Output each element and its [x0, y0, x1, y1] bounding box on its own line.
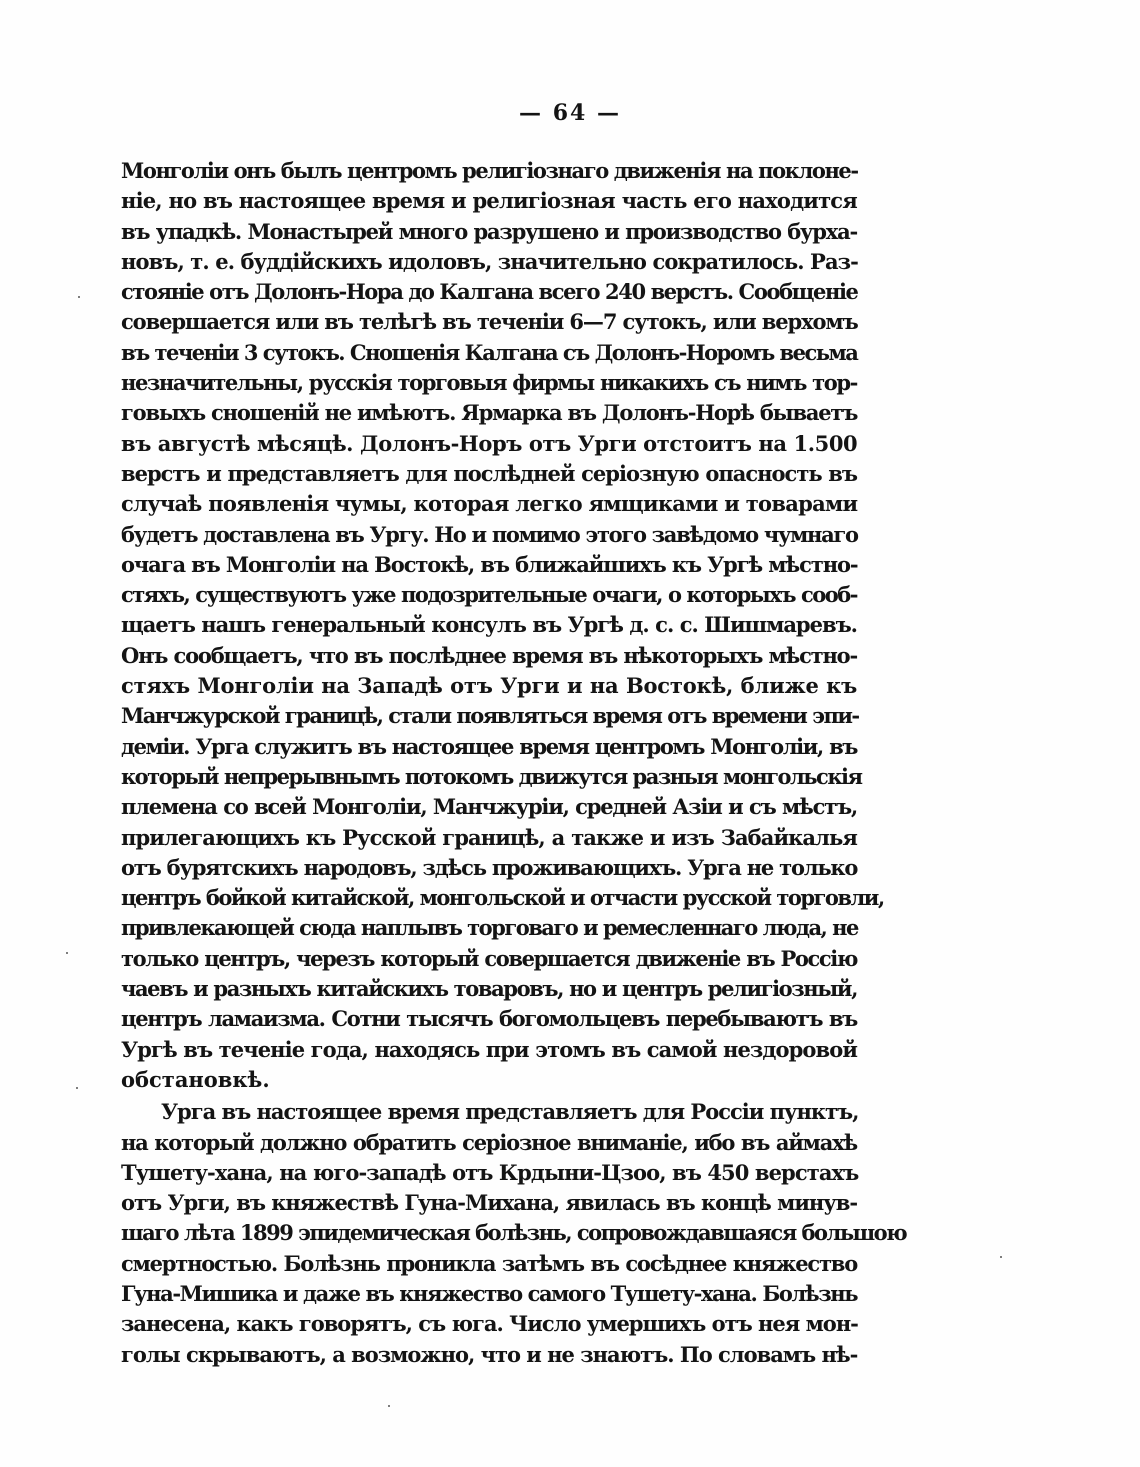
scan-speck	[76, 1087, 78, 1089]
text-line: говыхъ сношеній не имѣютъ. Ярмарка въ Долонъ-Норѣ бываетъ	[121, 400, 858, 426]
text-line: щаетъ нашъ генеральный консулъ въ Ургѣ д. с. с. Шишмаревъ.	[121, 612, 857, 638]
text-line: деміи. Урга служитъ въ настоящее время центромъ Монголіи, въ	[121, 733, 857, 759]
scan-speck	[78, 296, 80, 298]
text-line: прилегающихъ къ Русской границѣ, а также и изъ Забайкалья	[121, 824, 857, 850]
text-line: Гуна-Мишика и даже въ княжество самого Тушету-хана. Болѣзнь	[121, 1280, 858, 1306]
body-text	[121, 156, 907, 1370]
text-line: случаѣ появленія чумы, которая легко ямщиками и товарами	[121, 491, 858, 517]
text-line: будетъ доставлена въ Ургу. Но и помимо этого завѣдомо чумнаго	[121, 521, 858, 547]
text-line: отъ бурятскихъ народовъ, здѣсь проживающихъ. Урга не только	[121, 854, 858, 880]
text-line: въ упадкѣ. Монастырей много разрушено и производство бурха-	[121, 218, 857, 244]
text-line: совершается или въ телѣгѣ въ теченіи 6—7 сутокъ, или верхомъ	[121, 309, 858, 335]
text-line: Тушету-хана, на юго-западѣ отъ Крдыни-Цзоо, въ 450 верстахъ	[121, 1159, 859, 1185]
text-line: въ августѣ мѣсяцѣ. Долонъ-Норъ отъ Урги отстоитъ на 1.500	[121, 430, 858, 456]
text-line: смертностью. Болѣзнь проникла затѣмъ въ сосѣднее княжество	[121, 1250, 857, 1276]
text-line: на который должно обратить серіозное вниманіе, ибо въ аймахѣ	[121, 1129, 857, 1155]
text-line: стяхъ, существуютъ уже подозрительные очаги, о которыхъ сооб-	[121, 582, 857, 608]
text-line: Урга въ настоящее время представляетъ для Россіи пунктъ,	[161, 1099, 859, 1125]
text-line: ніе, но въ настоящее время и религіозная часть его находится	[121, 188, 857, 214]
text-line: Манчжурской границѣ, стали появляться время отъ времени эпи-	[121, 703, 859, 729]
scan-speck	[1000, 1256, 1002, 1258]
text-line: незначительны, русскія торговыя фирмы никакихъ съ нимъ тор-	[121, 370, 857, 396]
paragraph-1	[121, 156, 884, 1095]
text-line: отъ Урги, въ княжествѣ Гуна-Михана, явилась въ концѣ минув-	[121, 1190, 858, 1216]
page-number: — 64 —	[519, 100, 621, 126]
text-line: Онъ сообщаетъ, что въ послѣднее время въ нѣкоторыхъ мѣстно-	[121, 642, 857, 668]
text-line: племена со всей Монголіи, Манчжуріи, средней Азіи и съ мѣстъ,	[121, 794, 857, 820]
text-line: занесена, какъ говорятъ, съ юга. Число умершихъ отъ нея мон-	[121, 1311, 858, 1337]
text-line: очага въ Монголіи на Востокѣ, въ ближайшихъ къ Ургѣ мѣстно-	[121, 551, 858, 577]
text-line: только центръ, черезъ который совершается движеніе въ Россію	[121, 945, 857, 971]
text-line: центръ бойкой китайской, монгольской и отчасти русской торговли,	[121, 885, 884, 911]
text-line: голы скрываютъ, а возможно, что и не знаютъ. По словамъ нѣ-	[121, 1341, 858, 1367]
text-line: Монголіи онъ былъ центромъ религіознаго движенія на поклоне-	[121, 158, 858, 183]
text-line: чаевъ и разныхъ китайскихъ товаровъ, но и центръ религіозный,	[121, 976, 857, 1002]
text-line: который непрерывнымъ потокомъ движутся разныя монгольскія	[121, 763, 862, 789]
scan-speck	[66, 952, 68, 954]
text-line: привлекающей сюда наплывъ торговаго и ремесленнаго люда, не	[121, 915, 858, 941]
text-line: стояніе отъ Долонъ-Нора до Калгана всего 240 верстъ. Сообщеніе	[121, 279, 858, 305]
paragraph-2	[121, 1097, 907, 1370]
scan-speck	[388, 1405, 390, 1407]
text-line: стяхъ Монголіи на Западѣ отъ Урги и на Востокѣ, ближе къ	[121, 673, 857, 699]
text-line: верстъ и представляетъ для послѣдней серіозную опасность въ	[121, 460, 857, 486]
text-line: въ теченіи 3 сутокъ. Сношенія Калгана съ Долонъ-Норомъ весьма	[121, 339, 858, 365]
text-line: шаго лѣта 1899 эпидемическая болѣзнь, сопровождавшаяся большою	[121, 1220, 907, 1246]
text-line: Ургѣ въ теченіе года, находясь при этомъ въ самой нездоровой	[121, 1036, 857, 1062]
text-line: новъ, т. е. буддійскихъ идоловъ, значительно сократилось. Раз-	[121, 248, 858, 274]
text-line: обстановкѣ.	[121, 1066, 270, 1092]
text-line: центръ ламаизма. Сотни тысячъ богомольцевъ перебываютъ въ	[121, 1006, 857, 1032]
